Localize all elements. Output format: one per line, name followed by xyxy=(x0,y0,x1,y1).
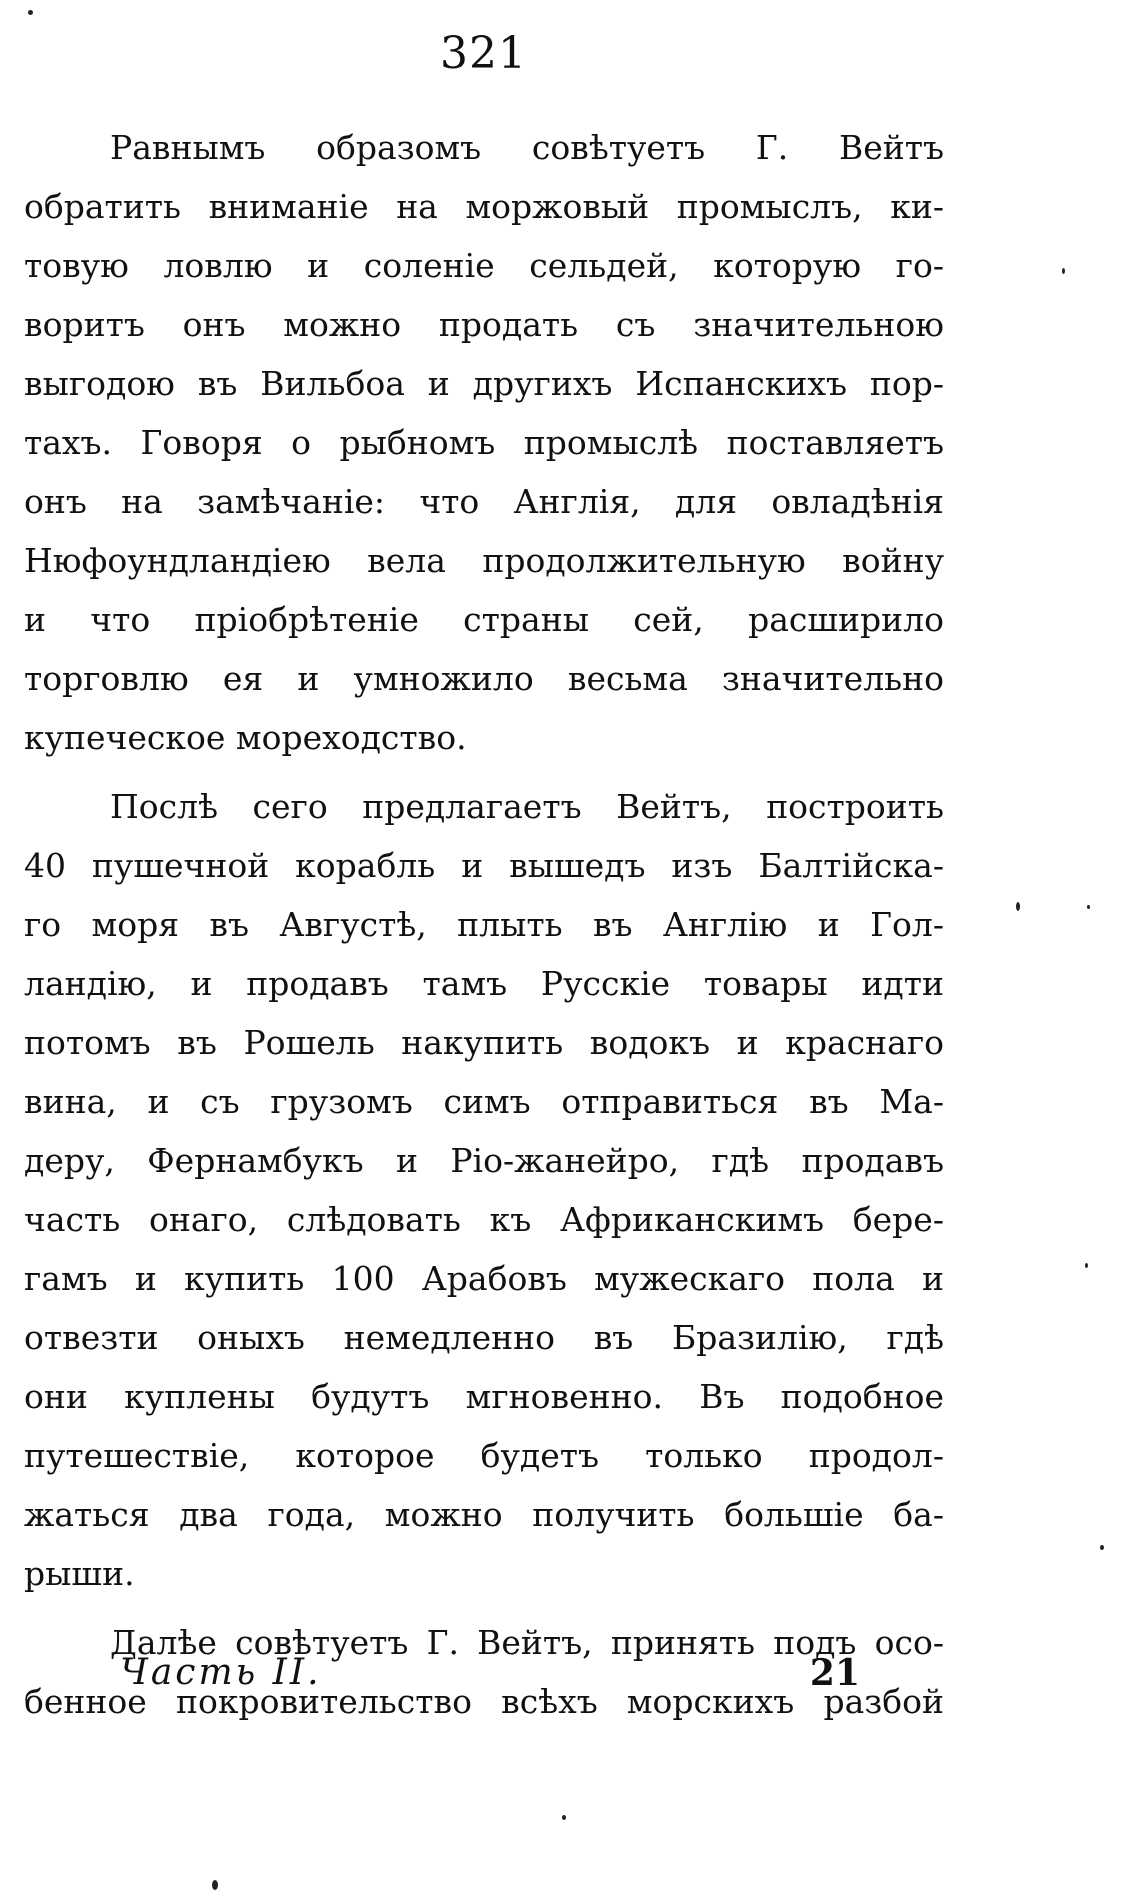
text-line: Нюфоундландіею вела продолжительную войну xyxy=(24,541,944,580)
scan-speck xyxy=(1100,1545,1104,1550)
scan-speck xyxy=(212,1880,218,1890)
text-line: 40 пушечной корабль и вышедъ изъ Балтійска- xyxy=(24,846,944,885)
scan-speck xyxy=(1062,268,1065,274)
text-line: торговлю ея и умножило весьма значительно xyxy=(24,659,944,698)
text-line: путешествіе, которое будетъ только продол- xyxy=(24,1436,944,1475)
text-line: и что пріобрѣтеніе страны сей, расширило xyxy=(24,600,944,639)
text-line: деру, Фернамбукъ и Ріо-жанейро, гдѣ продавъ xyxy=(24,1141,944,1180)
scan-speck xyxy=(28,10,33,15)
page-number: 321 xyxy=(440,28,527,79)
scan-speck xyxy=(562,1815,566,1820)
text-line: потомъ въ Рошель накупить водокъ и краснаго xyxy=(24,1023,944,1062)
body-text xyxy=(24,118,944,1731)
text-line: рыши. xyxy=(24,1554,135,1593)
text-line: Послѣ сего предлагаетъ Вейтъ, построить xyxy=(110,787,944,826)
text-line: воритъ онъ можно продать съ значительною xyxy=(24,305,944,344)
text-line: купеческое мореходство. xyxy=(24,718,467,757)
text-line: го моря въ Августѣ, плыть въ Англію и Гол- xyxy=(24,905,944,944)
paragraph-1 xyxy=(24,118,944,767)
text-line: бенное покровительство всѣхъ морскихъ разбой xyxy=(24,1682,944,1721)
text-line: ландію, и продавъ тамъ Русскіе товары идти xyxy=(24,964,944,1003)
text-line: товую ловлю и соленіе сельдей, которую го- xyxy=(24,246,944,285)
text-line: тахъ. Говоря о рыбномъ промыслѣ поставляетъ xyxy=(24,423,944,462)
text-line: они куплены будутъ мгновенно. Въ подобное xyxy=(24,1377,944,1416)
text-line: Далѣе совѣтуетъ Г. Вейтъ, принять подъ осо- xyxy=(110,1623,944,1662)
text-line: гамъ и купить 100 Арабовъ мужескаго пола и xyxy=(24,1259,944,1298)
paragraph-2 xyxy=(24,777,944,1603)
text-line: часть онаго, слѣдовать къ Африканскимъ бере- xyxy=(24,1200,944,1239)
text-line: вина, и съ грузомъ симъ отправиться въ Ма- xyxy=(24,1082,944,1121)
scan-speck xyxy=(1016,902,1020,911)
text-line: отвезти оныхъ немедленно въ Бразилію, гдѣ xyxy=(24,1318,944,1357)
sheet-number: 21 xyxy=(809,1652,860,1694)
text-line: Равнымъ образомъ совѣтуетъ Г. Вейтъ xyxy=(110,128,944,167)
text-line: онъ на замѣчаніе: что Англія, для овладѣнія xyxy=(24,482,944,521)
text-line: жаться два года, можно получить большіе ба- xyxy=(24,1495,944,1534)
text-line: выгодою въ Вильбоа и другихъ Испанскихъ пор- xyxy=(24,364,944,403)
text-line: обратить вниманіе на моржовый промыслъ, ки- xyxy=(24,187,944,226)
signature-mark: Часть II. xyxy=(120,1652,322,1693)
scan-speck xyxy=(1087,905,1090,909)
scan-speck xyxy=(1085,1263,1088,1268)
page-footer xyxy=(120,1652,860,1712)
